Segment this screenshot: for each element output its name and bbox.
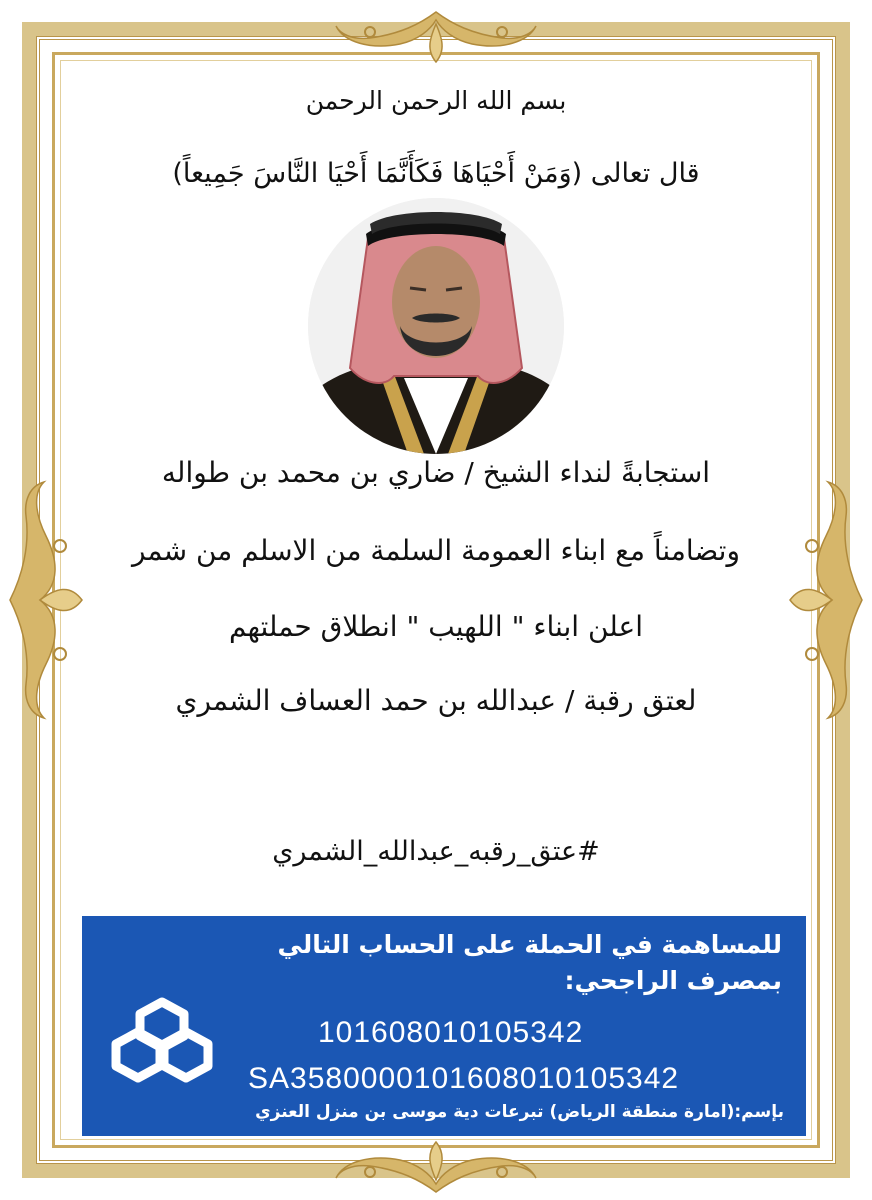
account-number: 101608010105342 [318, 1016, 584, 1049]
announcement-line-3: اعلن ابناء " اللهيب " انطلاق حملتهم [228, 610, 644, 643]
bank-account-box [82, 916, 806, 1136]
announcement-line-1: استجابةً لنداء الشيخ / ضاري بن محمد بن طواله [161, 456, 711, 489]
announcement-line-4: لعتق رقبة / عبدالله بن حمد العساف الشمري [175, 684, 697, 717]
bank-heading-line-2: بمصرف الراجحي: [564, 966, 782, 995]
portrait-illustration [308, 198, 564, 454]
account-holder-name: بإسم:(امارة منطقة الرياض) تبرعات دية موسى بن منزل العنزي [255, 1102, 784, 1122]
portrait-photo [308, 198, 564, 454]
bank-heading-line-1: للمساهمة في الحملة على الحساب التالي [277, 930, 782, 959]
quran-verse-text: قال تعالى (وَمَنْ أَحْيَاهَا فَكَأَنَّمَا أَحْيَا النَّاسَ جَمِيعاً) [172, 158, 700, 189]
announcement-line-2: وتضامناً مع ابناء العمومة السلمة من الاسلم من شمر [131, 534, 740, 567]
basmala-text: بسم الله الرحمن الرحمن [305, 86, 567, 115]
campaign-hashtag: #عتق_رقبه_عبدالله_الشمري [272, 836, 600, 867]
iban-number: SA3580000101608010105342 [248, 1062, 680, 1095]
alrajhi-bank-logo-icon [108, 996, 216, 1084]
